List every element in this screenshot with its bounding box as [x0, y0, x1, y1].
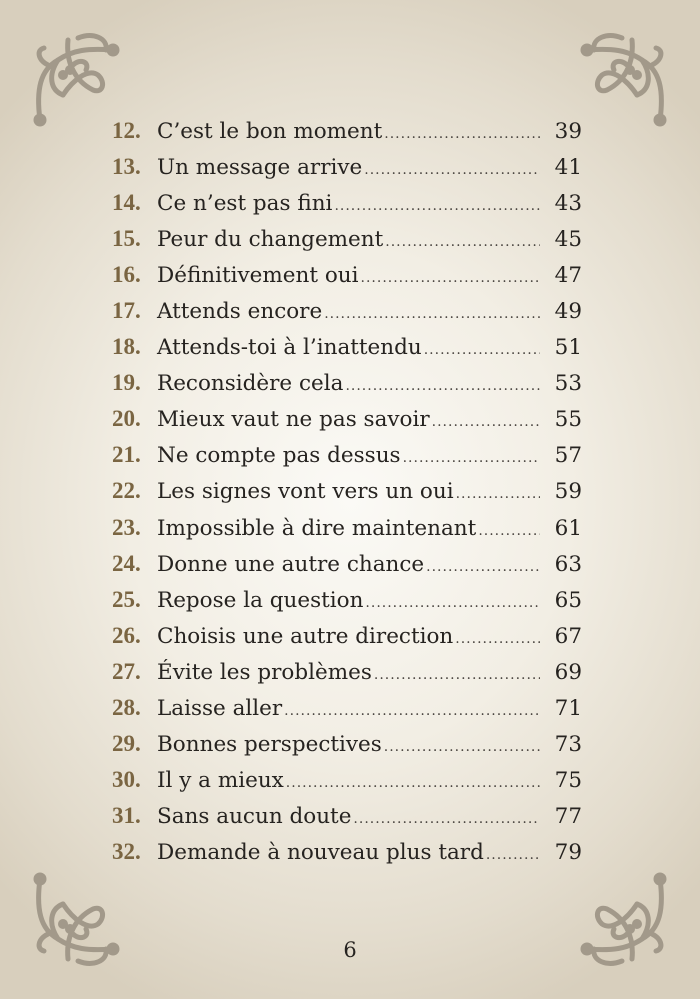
toc-entry	[112, 262, 582, 298]
entry-page: 67	[554, 623, 582, 649]
entry-number: 26.	[112, 622, 141, 648]
toc-entry	[112, 442, 582, 478]
dot-leader	[374, 667, 540, 683]
dot-leader	[384, 126, 540, 142]
entry-title: Peur du changement	[157, 227, 384, 253]
entry-page: 53	[554, 371, 582, 397]
dot-leader	[432, 414, 540, 430]
entry-title: Impossible à dire maintenant	[157, 515, 477, 541]
toc-entry	[112, 659, 582, 695]
entry-number: 14.	[112, 190, 141, 216]
dot-leader	[353, 811, 540, 827]
toc-entry	[112, 370, 582, 406]
entry-title: C’est le bon moment	[157, 119, 383, 144]
entry-page: 59	[554, 479, 582, 505]
entry-number: 18.	[112, 334, 141, 360]
dot-leader	[324, 306, 540, 322]
entry-number: 12.	[112, 118, 141, 143]
entry-page: 45	[554, 227, 582, 253]
entry-title: Repose la question	[157, 587, 364, 613]
toc-entry	[112, 406, 582, 442]
corner-ornament	[572, 869, 682, 979]
entry-title: Attends-toi à l’inattendu	[157, 335, 422, 361]
entry-title: Il y a mieux	[157, 767, 284, 793]
toc-entry	[112, 515, 582, 551]
entry-title: Reconsidère cela	[157, 371, 344, 397]
dot-leader	[456, 486, 540, 502]
entry-page: 41	[554, 155, 582, 181]
entry-number: 20.	[112, 406, 141, 432]
entry-title: Attends encore	[157, 299, 323, 325]
toc-entry	[112, 118, 582, 154]
dot-leader	[424, 342, 540, 358]
entry-page: 39	[554, 119, 582, 144]
toc-entry	[112, 731, 582, 767]
toc-entry	[112, 226, 582, 262]
dot-leader	[426, 559, 540, 575]
entry-number: 31.	[112, 802, 141, 828]
entry-title: Bonnes perspectives	[157, 731, 382, 757]
table-of-contents	[112, 118, 582, 875]
entry-title: Évite les problèmes	[157, 659, 372, 685]
dot-leader	[361, 270, 540, 286]
corner-ornament	[18, 20, 128, 130]
entry-title: Laisse aller	[157, 695, 283, 721]
entry-page: 69	[554, 659, 582, 685]
entry-number: 17.	[112, 298, 141, 324]
toc-entry	[112, 190, 582, 226]
entry-title: Donne une autre chance	[157, 551, 425, 577]
toc-entry	[112, 587, 582, 623]
dot-leader	[384, 739, 540, 755]
toc-entry	[112, 478, 582, 514]
dot-leader	[385, 234, 540, 250]
toc-entry	[112, 623, 582, 659]
entry-title: Demande à nouveau plus tard	[157, 839, 484, 865]
dot-leader	[478, 523, 540, 539]
dot-leader	[334, 198, 540, 214]
entry-page: 51	[554, 335, 582, 361]
entry-number: 22.	[112, 478, 141, 504]
entry-number: 16.	[112, 262, 141, 288]
dot-leader	[364, 162, 540, 178]
entry-number: 21.	[112, 442, 141, 468]
dot-leader	[284, 703, 540, 719]
entry-title: Définitivement oui	[157, 263, 359, 289]
entry-number: 29.	[112, 730, 141, 756]
entry-title: Ce n’est pas fini	[157, 191, 333, 217]
toc-entry	[112, 695, 582, 731]
corner-ornament	[572, 20, 682, 130]
entry-title: Un message arrive	[157, 155, 363, 181]
entry-title: Sans aucun doute	[157, 803, 352, 829]
entry-page: 75	[554, 767, 582, 793]
entry-number: 28.	[112, 694, 141, 720]
entry-number: 30.	[112, 766, 141, 792]
entry-title: Les signes vont vers un oui	[157, 479, 454, 505]
entry-number: 32.	[112, 838, 141, 864]
entry-number: 24.	[112, 550, 141, 576]
page-number: 6	[343, 938, 357, 962]
dot-leader	[365, 595, 540, 611]
entry-page: 77	[554, 803, 582, 829]
toc-entry	[112, 334, 582, 370]
entry-page: 71	[554, 695, 582, 721]
entry-page: 57	[554, 443, 582, 469]
entry-title: Choisis une autre direction	[157, 623, 454, 649]
corner-ornament	[18, 869, 128, 979]
toc-entry	[112, 551, 582, 587]
toc-entry	[112, 803, 582, 839]
entry-page: 49	[554, 299, 582, 325]
entry-number: 19.	[112, 370, 141, 396]
entry-title: Ne compte pas dessus	[157, 443, 401, 469]
entry-title: Mieux vaut ne pas savoir	[157, 407, 430, 433]
toc-entry	[112, 767, 582, 803]
dot-leader	[486, 847, 540, 863]
entry-number: 27.	[112, 658, 141, 684]
toc-entry	[112, 839, 582, 875]
entry-page: 65	[554, 587, 582, 613]
toc-entry	[112, 298, 582, 334]
toc-entry	[112, 154, 582, 190]
entry-number: 13.	[112, 154, 141, 180]
dot-leader	[345, 378, 540, 394]
entry-number: 23.	[112, 514, 141, 540]
dot-leader	[403, 450, 540, 466]
entry-number: 25.	[112, 586, 141, 612]
entry-number: 15.	[112, 226, 141, 252]
entry-page: 61	[554, 515, 582, 541]
dot-leader	[455, 631, 540, 647]
entry-page: 47	[554, 263, 582, 289]
dot-leader	[286, 775, 540, 791]
entry-page: 63	[554, 551, 582, 577]
entry-page: 43	[554, 191, 582, 217]
entry-page: 55	[554, 407, 582, 433]
entry-page: 73	[554, 731, 582, 757]
entry-page: 79	[554, 839, 582, 865]
